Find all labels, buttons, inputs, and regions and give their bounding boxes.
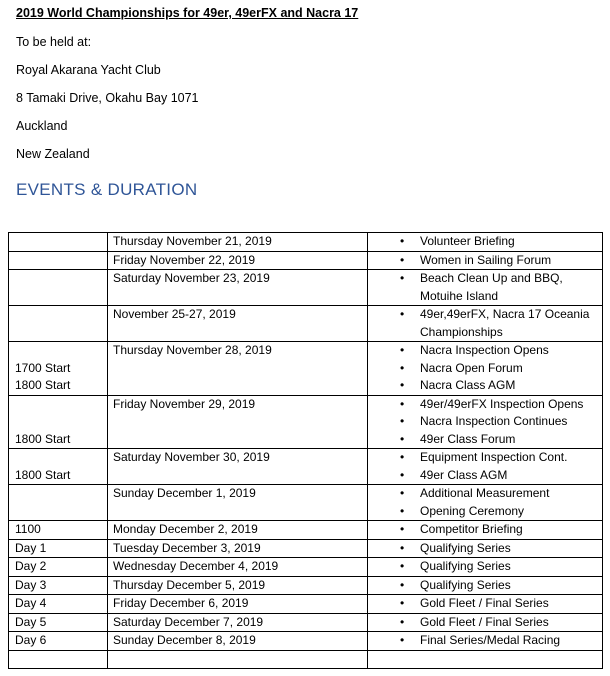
- time-cell: [9, 449, 108, 485]
- time-cell: [9, 270, 108, 306]
- date-label: Saturday December 7, 2019: [113, 614, 264, 629]
- table-row: [9, 395, 603, 449]
- event-item: • Additional Measurement: [420, 485, 598, 503]
- date-cell: [108, 632, 368, 651]
- event-item: • Opening Ceremony: [420, 503, 598, 521]
- date-label: Monday December 2, 2019: [113, 522, 258, 536]
- events-cell: [368, 270, 603, 306]
- document-title: 2019 World Championships for 49er, 49erFX and Nacra 17: [16, 6, 359, 20]
- time-cell: [9, 306, 108, 342]
- date-label: Friday November 29, 2019: [113, 396, 256, 411]
- date-cell: [108, 342, 368, 396]
- table-row: [9, 233, 603, 252]
- events-cell: [368, 251, 603, 270]
- date-cell: [108, 233, 368, 252]
- time-cell: [9, 485, 108, 521]
- date-cell: [108, 539, 368, 558]
- event-list: [368, 270, 598, 305]
- events-cell: [368, 521, 603, 540]
- table-row: [9, 485, 603, 521]
- date-label: Wednesday December 4, 2019: [113, 559, 279, 573]
- table-row: [9, 613, 603, 632]
- date-cell: [108, 595, 368, 614]
- event-list: [368, 632, 598, 650]
- event-item: • Nacra Inspection Continues: [420, 413, 598, 431]
- event-item: • Qualifying Series: [420, 540, 598, 558]
- date-label: Sunday December 1, 2019: [113, 486, 256, 500]
- time-label: 1800 Start: [15, 378, 71, 392]
- event-list: [368, 521, 598, 539]
- section-heading: EVENTS & DURATION: [16, 180, 198, 199]
- event-list: [368, 252, 598, 270]
- date-cell: [108, 576, 368, 595]
- event-list: [368, 396, 598, 449]
- date-label: Tuesday December 3, 2019: [113, 540, 261, 555]
- table-row: [9, 342, 603, 396]
- date-cell: [108, 485, 368, 521]
- time-cell: [9, 251, 108, 270]
- event-item: • Volunteer Briefing: [420, 233, 598, 251]
- table-row: [9, 595, 603, 614]
- venue-name: Royal Akarana Yacht Club: [16, 63, 161, 77]
- event-item: • 49er/49erFX Inspection Opens: [420, 396, 598, 414]
- time-cell: [9, 613, 108, 632]
- event-item: • Gold Fleet / Final Series: [420, 614, 598, 632]
- event-item: • Nacra Class AGM: [420, 377, 598, 395]
- event-item: • 49er,49erFX, Nacra 17 Oceania Championships: [420, 306, 598, 341]
- event-list: [368, 540, 598, 558]
- time-label: 1800 Start: [15, 467, 71, 482]
- event-item: • Qualifying Series: [420, 558, 598, 576]
- time-cell: [9, 342, 108, 396]
- events-cell: [368, 485, 603, 521]
- time-cell: [9, 650, 108, 669]
- date-cell: [108, 650, 368, 669]
- date-cell: [108, 270, 368, 306]
- events-cell: [368, 539, 603, 558]
- date-label: Friday November 22, 2019: [113, 252, 256, 267]
- event-list: [368, 342, 598, 395]
- event-item: • Final Series/Medal Racing: [420, 632, 598, 650]
- events-cell: [368, 558, 603, 577]
- time-cell: [9, 233, 108, 252]
- date-label: Friday December 6, 2019: [113, 596, 249, 610]
- time-label: Day 1: [15, 540, 47, 555]
- table-row: [9, 650, 603, 669]
- held-at-label: To be held at:: [16, 35, 92, 49]
- table-row: [9, 539, 603, 558]
- table-row: [9, 576, 603, 595]
- event-list: [368, 233, 598, 251]
- date-cell: [108, 306, 368, 342]
- events-cell: [368, 342, 603, 396]
- events-cell: [368, 306, 603, 342]
- event-item: • 49er Class AGM: [420, 467, 598, 485]
- venue-country: New Zealand: [16, 147, 90, 161]
- time-label: Day 5: [15, 614, 47, 629]
- schedule-table: [8, 232, 603, 669]
- date-label: November 25-27, 2019: [113, 307, 236, 321]
- date-cell: [108, 449, 368, 485]
- table-row: [9, 632, 603, 651]
- time-label: [15, 342, 103, 360]
- events-cell: [368, 595, 603, 614]
- events-cell: [368, 650, 603, 669]
- time-label: Day 6: [15, 633, 47, 647]
- event-list: [368, 577, 598, 595]
- time-cell: [9, 539, 108, 558]
- event-list: [368, 558, 598, 576]
- date-label: Sunday December 8, 2019: [113, 633, 256, 647]
- event-item: • Gold Fleet / Final Series: [420, 595, 598, 613]
- event-item: • Competitor Briefing: [420, 521, 598, 539]
- events-cell: [368, 449, 603, 485]
- date-cell: [108, 521, 368, 540]
- events-cell: [368, 395, 603, 449]
- events-cell: [368, 632, 603, 651]
- table-row: [9, 558, 603, 577]
- time-label: Day 2: [15, 559, 47, 573]
- date-label: Saturday November 23, 2019: [113, 271, 270, 285]
- time-label: 1700 Start: [15, 360, 71, 375]
- time-label: Day 3: [15, 577, 47, 592]
- table-row: [9, 306, 603, 342]
- time-cell: [9, 595, 108, 614]
- table-row: [9, 449, 603, 485]
- event-item: • Nacra Inspection Opens: [420, 342, 598, 360]
- date-cell: [108, 613, 368, 632]
- date-label: Thursday November 28, 2019: [113, 343, 272, 357]
- events-cell: [368, 233, 603, 252]
- table-row: [9, 521, 603, 540]
- event-item: • Women in Sailing Forum: [420, 252, 598, 270]
- date-cell: [108, 395, 368, 449]
- events-cell: [368, 613, 603, 632]
- event-list: [368, 449, 598, 484]
- venue-city: Auckland: [16, 119, 68, 133]
- time-cell: [9, 395, 108, 449]
- event-list: [368, 485, 598, 520]
- event-list: [368, 306, 598, 341]
- time-label: [15, 396, 103, 414]
- event-list: [368, 614, 598, 632]
- date-cell: [108, 558, 368, 577]
- time-label: 1800 Start: [15, 431, 71, 446]
- event-item: • 49er Class Forum: [420, 431, 598, 449]
- time-label: [15, 413, 103, 431]
- event-list: [368, 595, 598, 613]
- table-row: [9, 270, 603, 306]
- time-cell: [9, 558, 108, 577]
- time-label: [15, 449, 103, 467]
- event-item: • Qualifying Series: [420, 577, 598, 595]
- event-item: • Beach Clean Up and BBQ, Motuihe Island: [420, 270, 598, 305]
- time-cell: [9, 521, 108, 540]
- date-label: Thursday November 21, 2019: [113, 234, 272, 248]
- time-cell: [9, 632, 108, 651]
- time-label: 1100: [15, 522, 41, 536]
- date-cell: [108, 251, 368, 270]
- events-cell: [368, 576, 603, 595]
- event-item: • Nacra Open Forum: [420, 360, 598, 378]
- venue-street: 8 Tamaki Drive, Okahu Bay 1071: [16, 91, 199, 105]
- date-label: Thursday December 5, 2019: [113, 577, 266, 592]
- time-label: Day 4: [15, 596, 47, 610]
- table-row: [9, 251, 603, 270]
- time-cell: [9, 576, 108, 595]
- date-label: Saturday November 30, 2019: [113, 450, 270, 464]
- event-item: • Equipment Inspection Cont.: [420, 449, 598, 467]
